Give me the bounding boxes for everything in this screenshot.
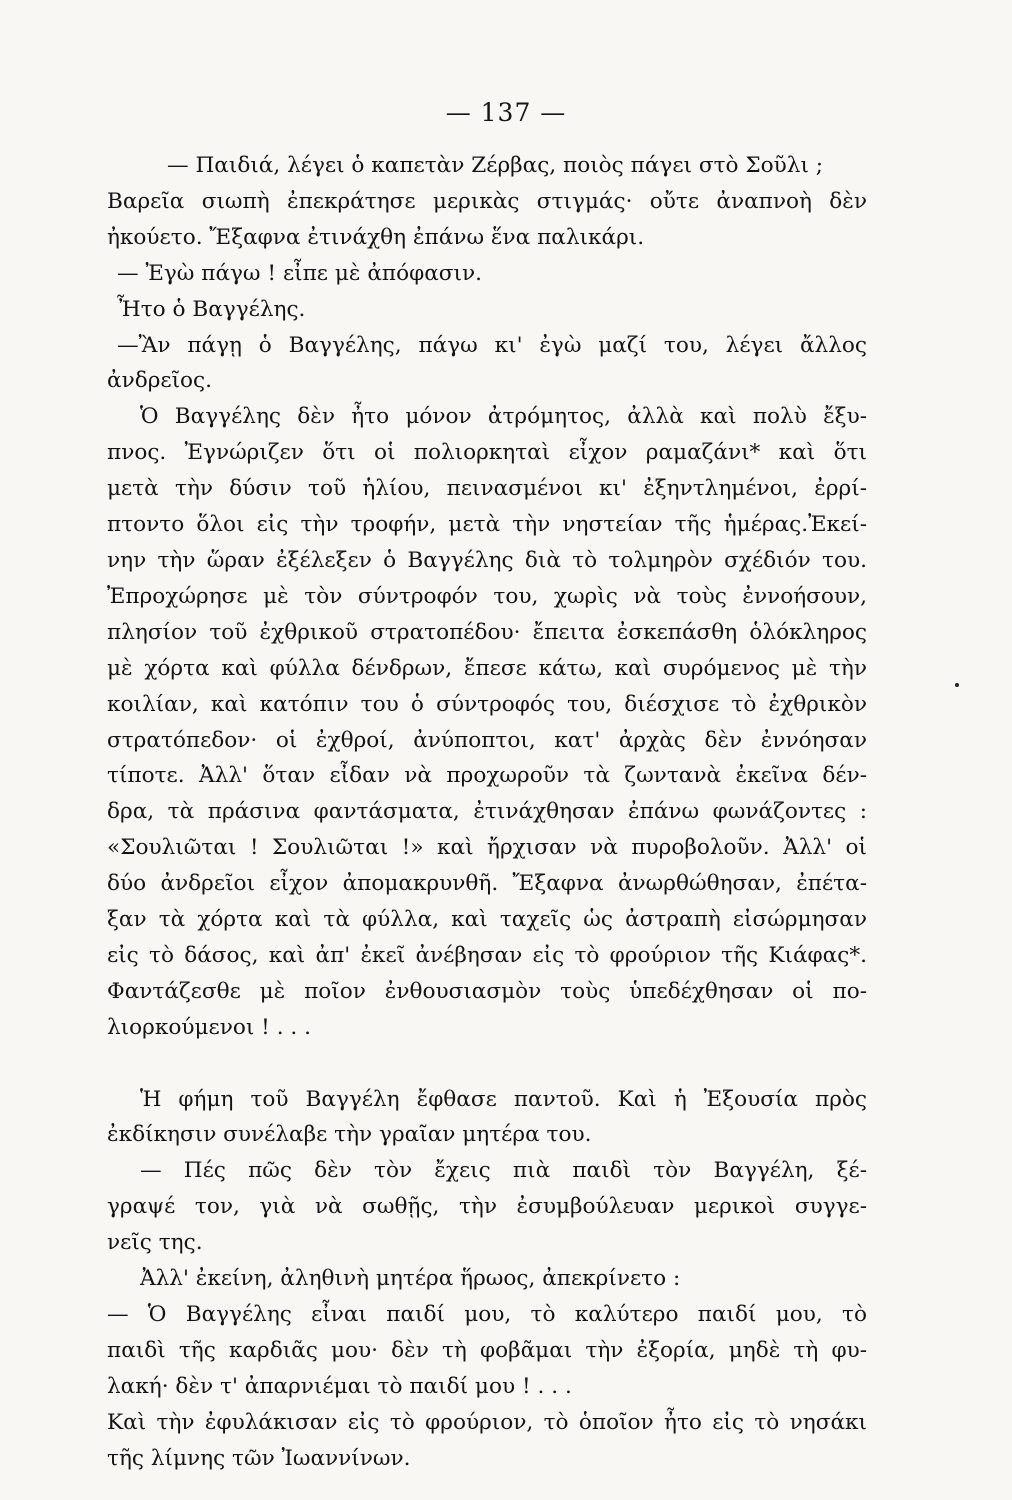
text-line: Ἡ φήμη τοῦ Βαγγέλη ἔφθασε παντοῦ. Καὶ ἡ Ἐξουσία πρὸς [140, 1086, 867, 1112]
text-line: πνος. Ἐγνώριζεν ὅτι οἱ πολιορκηταὶ εἶχον ραμαζάνι* καὶ ὅτι [107, 440, 867, 466]
text-line: εἰς τὸ δάσος, καὶ ἀπ' ἐκεῖ ἀνέβησαν εἰς τὸ φρούριον τῆς Κιάφας*. [107, 942, 867, 968]
text-line: — Ἐγὼ πάγω ! εἶπε μὲ ἀπόφασιν. [117, 260, 483, 286]
text-line: Ἐπροχώρησε μὲ τὸν σύντροφόν του, χωρὶς νὰ τοὺς ἐννοήσουν, [107, 583, 867, 609]
text-line: νεῖς της. [107, 1230, 203, 1256]
text-line: λακή· δὲν τ' ἀπαρνιέμαι τὸ παιδί μου ! . . . [107, 1373, 572, 1399]
text-line: πλησίον τοῦ ἐχθρικοῦ στρατοπέδου· ἔπειτα ἐσκεπάσθη ὁλόκληρος [107, 619, 867, 645]
text-line: — Παιδιά, λέγει ὁ καπετὰν Ζέρβας, ποιὸς πάγει στὸ Σοῦλι ; [167, 153, 824, 178]
body-text [107, 148, 867, 1477]
text-line: στρατόπεδον· οἱ ἐχθροί, ἀνύποπτοι, κατ' ἀρχὰς δὲν ἐννόησαν [107, 727, 867, 753]
text-line: «Σουλιῶται ! Σουλιῶται !» καὶ ἤρχισαν νὰ πυροβολοῦν. Ἀλλ' οἱ [107, 835, 867, 861]
text-line: μὲ χόρτα καὶ φύλλα δένδρων, ἔπεσε κάτω, καὶ συρόμενος μὲ τὴν [107, 655, 867, 681]
text-line: δρα, τὰ πράσινα φαντάσματα, ἐτινάχθησαν ἐπάνω φωνάζοντες : [107, 799, 867, 825]
text-line: ἀνδρεῖος. [107, 368, 213, 394]
text-line: νην τὴν ὥραν ἐξέλεξεν ὁ Βαγγέλης διὰ τὸ τολμηρὸν σχέδιόν του. [107, 547, 867, 573]
text-line: ἐκδίκησιν συνέλαβε τὴν γραῖαν μητέρα του. [107, 1122, 592, 1148]
paragraph-gap [107, 1046, 867, 1082]
text-line: — Πές πῶς δὲν τὸν ἔχεις πιὰ παιδὶ τὸν Βαγγέλη, ξέ- [140, 1158, 867, 1184]
text-line: μετὰ τὴν δύσιν τοῦ ἡλίου, πεινασμένοι κι' ἐξηντλημένοι, ἐρρί- [107, 476, 867, 502]
text-line: Βαρεῖα σιωπὴ ἐπεκράτησε μερικὰς στιγμάς· οὔτε ἀναπνοὴ δὲν [107, 188, 867, 214]
text-line: κοιλίαν, καὶ κατόπιν του ὁ σύντροφός του, διέσχισε τὸ ἐχθρικὸν [107, 691, 867, 717]
text-line: ἠκούετο. Ἔξαφνα ἐτινάχθη ἐπάνω ἕνα παλικάρι. [107, 224, 645, 250]
text-line: Ἦτο ὁ Βαγγέλης. [117, 296, 306, 322]
text-line: Καὶ τὴν ἐφυλάκισαν εἰς τὸ φρούριον, τὸ ὁποῖον ἦτο εἰς τὸ νησάκι [107, 1409, 867, 1435]
text-line: — Ὁ Βαγγέλης εἶναι παιδί μου, τὸ καλύτερο παιδί μου, τὸ [107, 1301, 867, 1327]
text-line: δύο ἀνδρεῖοι εἶχον ἀπομακρυνθῆ. Ἔξαφνα ἀνωρθώθησαν, ἐπέτα- [107, 871, 867, 897]
text-line: —Ἂν πάγῃ ὁ Βαγγέλης, πάγω κι' ἐγὼ μαζί του, λέγει ἄλλος [117, 332, 867, 358]
text-line: Ἀλλ' ἐκείνη, ἀληθινὴ μητέρα ἥρωος, ἀπεκρίνετο : [140, 1266, 681, 1292]
text-line: γραψέ τον, γιὰ νὰ σωθῇς, τὴν ἐσυμβούλευαν μερικοὶ συγγε- [107, 1194, 867, 1220]
text-line: τῆς λίμνης τῶν Ἰωαννίνων. [107, 1445, 411, 1471]
text-line: Ὁ Βαγγέλης δὲν ἦτο μόνον ἀτρόμητος, ἀλλὰ καὶ πολὺ ἔξυ- [140, 404, 867, 430]
text-line: ξαν τὰ χόρτα καὶ τὰ φύλλα, καὶ ταχεῖς ὡς ἀστραπὴ εἰσώρμησαν [107, 907, 867, 933]
page-number: — 137 — [445, 98, 567, 127]
text-line: τίποτε. Ἀλλ' ὅταν εἶδαν νὰ προχωροῦν τὰ ζωντανὰ ἐκεῖνα δέν- [107, 763, 867, 789]
text-line: λιορκούμενοι ! . . . [107, 1014, 312, 1040]
text-line: πτοντο ὅλοι εἰς τὴν τροφήν, μετὰ τὴν νηστείαν τῆς ἡμέρας.Ἐκεί- [107, 512, 867, 538]
text-line: Φαντάζεσθε μὲ ποῖον ἐνθουσιασμὸν τοὺς ὑπεδέχθησαν οἱ πο- [107, 978, 867, 1004]
ink-speck [955, 683, 959, 687]
text-line: παιδὶ τῆς καρδιᾶς μου· δὲν τὴ φοβᾶμαι τὴν ἐξορία, μηδὲ τὴ φυ- [107, 1337, 867, 1363]
